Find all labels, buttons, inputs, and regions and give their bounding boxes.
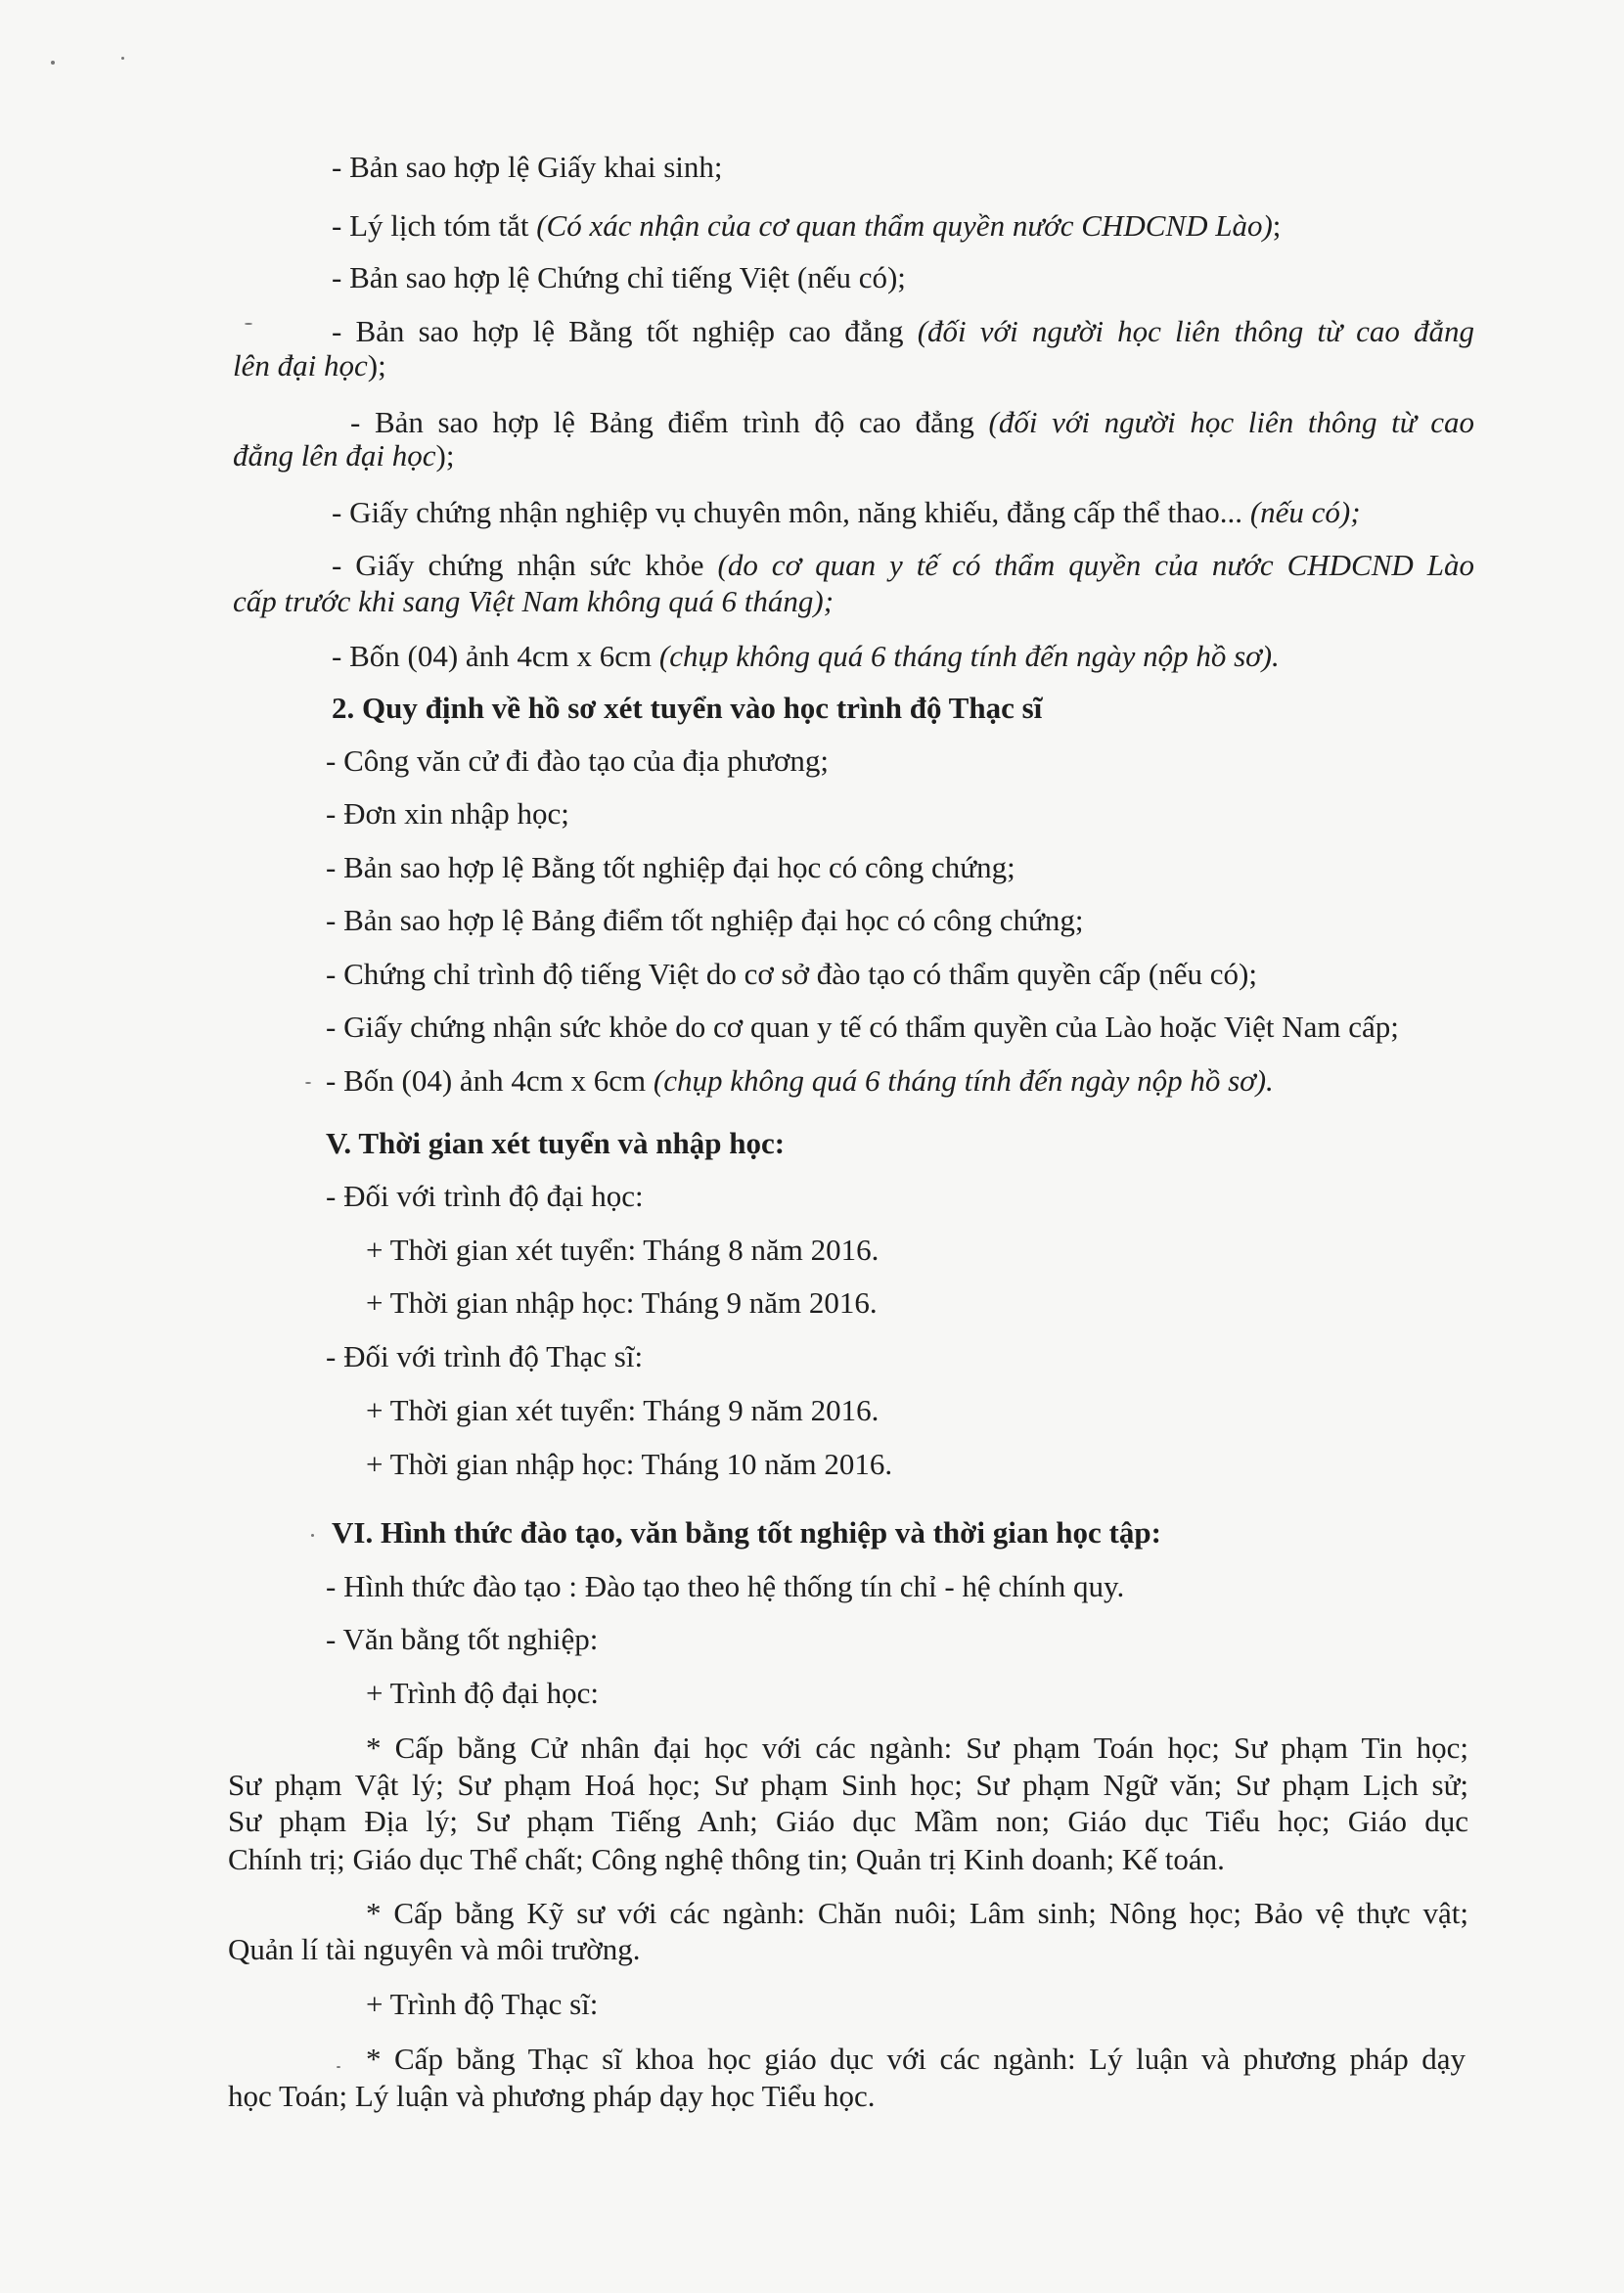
section-heading: V. Thời gian xét tuyển và nhập học:: [326, 1126, 786, 1160]
doc-line: - Giấy chứng nhận sức khỏe (do cơ quan y tế có thẩm quyền của nước CHDCND Lào: [332, 548, 1474, 582]
doc-line: cấp trước khi sang Việt Nam không quá 6 tháng);: [233, 584, 835, 618]
doc-line: * Cấp bằng Thạc sĩ khoa học giáo dục với các ngành: Lý luận và phương pháp dạy: [366, 2042, 1466, 2076]
scan-speck: [121, 57, 124, 60]
doc-line: Quản lí tài nguyên và môi trường.: [228, 1932, 641, 1966]
doc-line: học Toán; Lý luận và phương pháp dạy học Tiểu học.: [228, 2079, 876, 2113]
doc-line: - Lý lịch tóm tắt (Có xác nhận của cơ quan thẩm quyền nước CHDCND Lào);: [332, 208, 1282, 243]
doc-line: + Thời gian nhập học: Tháng 10 năm 2016.: [366, 1447, 893, 1481]
doc-line: * Cấp bằng Cử nhân đại học với các ngành: Sư phạm Toán học; Sư phạm Tin học;: [366, 1731, 1468, 1765]
scan-speck: [311, 1534, 314, 1537]
doc-line: - Bản sao hợp lệ Bằng tốt nghiệp cao đẳng (đối với người học liên thông từ cao đẳng: [332, 314, 1474, 348]
doc-line: * Cấp bằng Kỹ sư với các ngành: Chăn nuôi; Lâm sinh; Nông học; Bảo vệ thực vật;: [366, 1896, 1468, 1930]
doc-line: - Văn bằng tốt nghiệp:: [326, 1622, 599, 1656]
doc-line: - Đối với trình độ đại học:: [326, 1179, 644, 1213]
doc-line: + Thời gian xét tuyển: Tháng 9 năm 2016.: [366, 1393, 880, 1427]
doc-line: + Thời gian nhập học: Tháng 9 năm 2016.: [366, 1285, 878, 1320]
doc-line: - Hình thức đào tạo : Đào tạo theo hệ thống tín chỉ - hệ chính quy.: [326, 1569, 1125, 1603]
doc-line: lên đại học);: [233, 348, 386, 382]
doc-line: - Bản sao hợp lệ Bảng điểm trình độ cao đẳng (đối với người học liên thông từ cao: [350, 405, 1474, 439]
doc-line: - Đơn xin nhập học;: [326, 796, 569, 831]
scan-speck: [337, 2066, 340, 2068]
doc-line: + Trình độ đại học:: [366, 1676, 599, 1710]
doc-line: - Bản sao hợp lệ Chứng chỉ tiếng Việt (nếu có);: [332, 260, 906, 294]
scan-speck: [305, 1082, 311, 1084]
doc-line: - Chứng chỉ trình độ tiếng Việt do cơ sở đào tạo có thẩm quyền cấp (nếu có);: [326, 957, 1257, 991]
section-heading: VI. Hình thức đào tạo, văn bằng tốt nghiệp và thời gian học tập:: [332, 1515, 1161, 1550]
doc-line: - Giấy chứng nhận sức khỏe do cơ quan y tế có thẩm quyền của Lào hoặc Việt Nam cấp;: [326, 1010, 1399, 1044]
doc-line: - Công văn cử đi đào tạo của địa phương;: [326, 743, 830, 778]
doc-line: - Bản sao hợp lệ Bảng điểm tốt nghiệp đại học có công chứng;: [326, 903, 1084, 937]
doc-line: - Đối với trình độ Thạc sĩ:: [326, 1339, 644, 1373]
section-heading: 2. Quy định về hồ sơ xét tuyển vào học trình độ Thạc sĩ: [332, 691, 1043, 725]
doc-line: + Thời gian xét tuyển: Tháng 8 năm 2016.: [366, 1233, 880, 1267]
doc-line: Chính trị; Giáo dục Thể chất; Công nghệ thông tin; Quản trị Kinh doanh; Kế toán.: [228, 1842, 1225, 1876]
doc-line: - Bản sao hợp lệ Giấy khai sinh;: [332, 150, 723, 184]
doc-line: - Bản sao hợp lệ Bằng tốt nghiệp đại học có công chứng;: [326, 850, 1015, 884]
scan-speck: [51, 61, 55, 65]
doc-line: Sư phạm Địa lý; Sư phạm Tiếng Anh; Giáo dục Mầm non; Giáo dục Tiểu học; Giáo dục: [228, 1804, 1468, 1838]
doc-line: - Bốn (04) ảnh 4cm x 6cm (chụp không quá 6 tháng tính đến ngày nộp hồ sơ).: [332, 639, 1280, 673]
doc-line: đẳng lên đại học);: [233, 438, 455, 472]
doc-line: - Bốn (04) ảnh 4cm x 6cm (chụp không quá 6 tháng tính đến ngày nộp hồ sơ).: [326, 1063, 1274, 1098]
doc-line: + Trình độ Thạc sĩ:: [366, 1987, 599, 2021]
doc-line: Sư phạm Vật lý; Sư phạm Hoá học; Sư phạm Sinh học; Sư phạm Ngữ văn; Sư phạm Lịch sử;: [228, 1768, 1468, 1802]
scan-speck: [245, 323, 252, 325]
doc-line: - Giấy chứng nhận nghiệp vụ chuyên môn, năng khiếu, đẳng cấp thể thao... (nếu có);: [332, 495, 1361, 529]
